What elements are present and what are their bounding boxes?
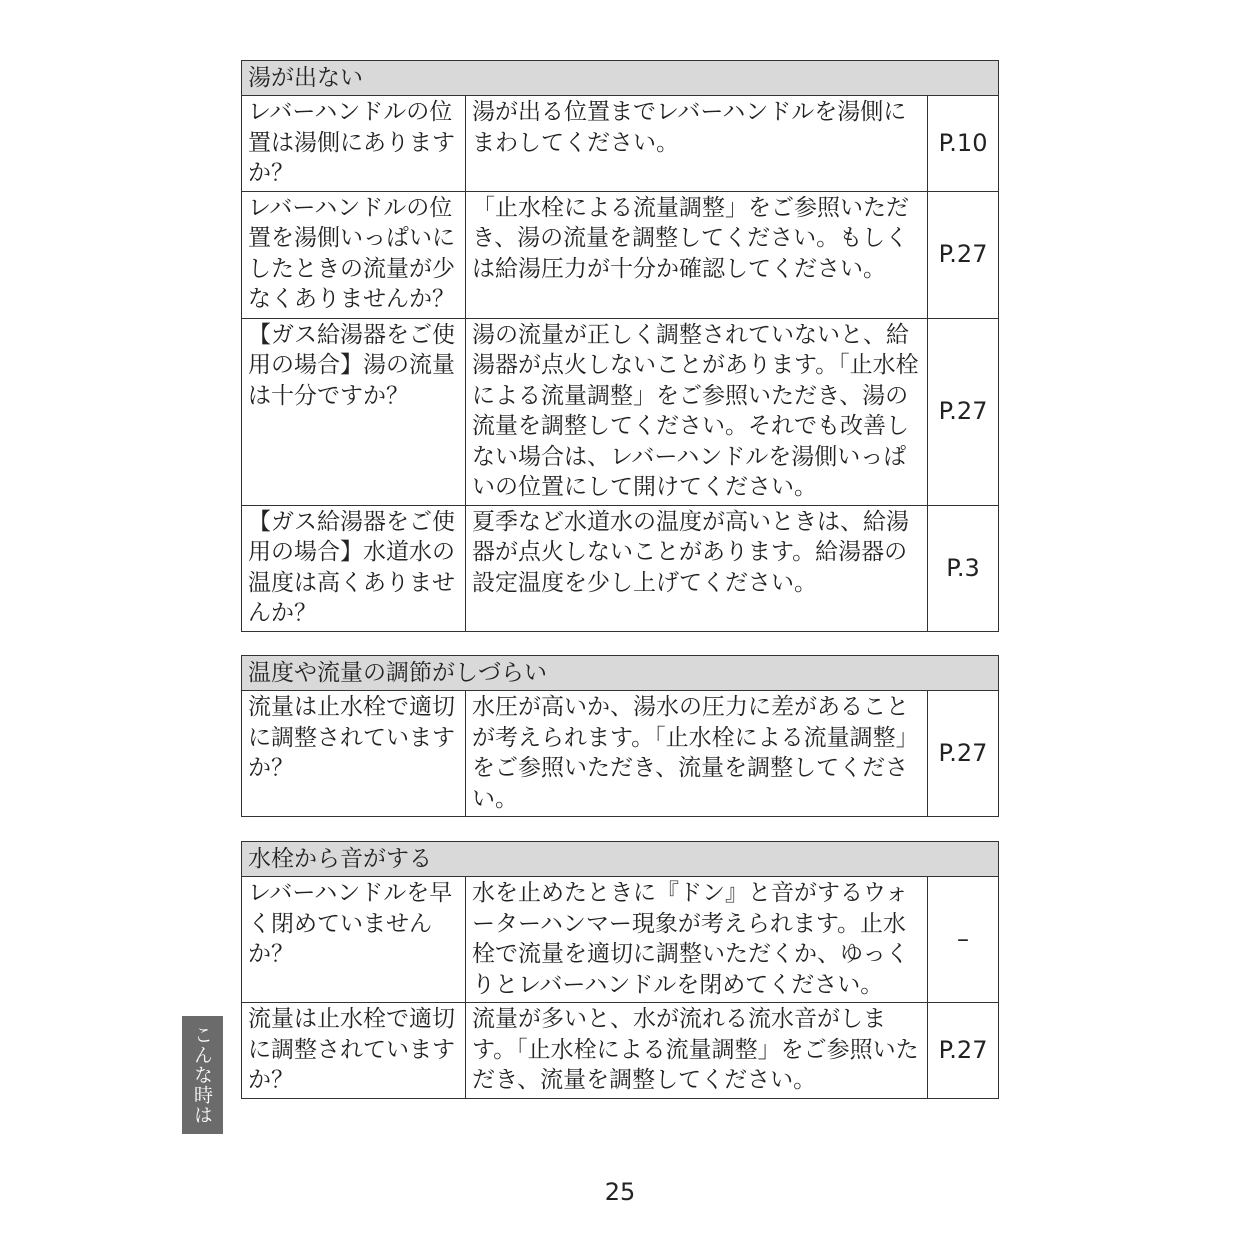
check-cell: 【ガス給湯器をご使用の場合】水道水の温度は高くありませんか？	[242, 505, 466, 631]
remedy-cell: 湯の流量が正しく調整されていないと、給湯器が点火しないことがあります。「止水栓による流量調整」をご参照いただき、湯の流量を調整してください。それでも改善しない場合は、レバーハンドルを湯側いっぱいの位置にして開けてください。	[466, 318, 928, 505]
check-cell: 流量は止水栓で適切に調整されていますか？	[242, 1003, 466, 1099]
table-row	[242, 505, 999, 631]
remedy-cell: 水を止めたときに『ドン』と音がするウォーターハンマー現象が考えられます。止水栓で流量を適切に調整いただくか、ゆっくりとレバーハンドルを閉めてください。	[466, 877, 928, 1003]
section-title: 水栓から音がする	[242, 842, 999, 877]
table-row	[242, 877, 999, 1003]
page-ref: P.27	[928, 1003, 999, 1099]
table-row	[242, 191, 999, 318]
table-row	[242, 1003, 999, 1099]
side-index-tab: こんな時は	[182, 1016, 223, 1134]
check-cell: レバーハンドルの位置を湯側いっぱいにしたときの流量が少なくありませんか？	[242, 191, 466, 318]
check-cell: レバーハンドルの位置は湯側にありますか？	[242, 96, 466, 192]
trouble-table-no-hot-water	[241, 60, 999, 632]
page-ref: P.3	[928, 505, 999, 631]
table-row	[242, 318, 999, 505]
trouble-table-noise	[241, 841, 999, 1099]
remedy-cell: 水圧が高いか、湯水の圧力に差があることが考えられます。「止水栓による流量調整」をご参照いただき、流量を調整してください。	[466, 691, 928, 817]
section-title: 温度や流量の調節がしづらい	[242, 656, 999, 691]
check-cell: 【ガス給湯器をご使用の場合】湯の流量は十分ですか？	[242, 318, 466, 505]
check-cell: レバーハンドルを早く閉めていませんか？	[242, 877, 466, 1003]
remedy-cell: 夏季など水道水の温度が高いときは、給湯器が点火しないことがあります。給湯器の設定温度を少し上げてください。	[466, 505, 928, 631]
remedy-cell: 湯が出る位置までレバーハンドルを湯側にまわしてください。	[466, 96, 928, 192]
remedy-cell: 「止水栓による流量調整」をご参照いただき、湯の流量を調整してください。もしくは給湯圧力が十分か確認してください。	[466, 191, 928, 318]
trouble-table-adjustment	[241, 655, 999, 817]
page-ref: –	[928, 877, 999, 1003]
remedy-cell: 流量が多いと、水が流れる流水音がします。「止水栓による流量調整」をご参照いただき、流量を調整してください。	[466, 1003, 928, 1099]
page-ref: P.27	[928, 318, 999, 505]
table-row	[242, 96, 999, 192]
page-number: 25	[604, 1178, 636, 1206]
section-title: 湯が出ない	[242, 61, 999, 96]
page-ref: P.27	[928, 691, 999, 817]
page-ref: P.27	[928, 191, 999, 318]
check-cell: 流量は止水栓で適切に調整されていますか？	[242, 691, 466, 817]
table-row	[242, 691, 999, 817]
page-ref: P.10	[928, 96, 999, 192]
